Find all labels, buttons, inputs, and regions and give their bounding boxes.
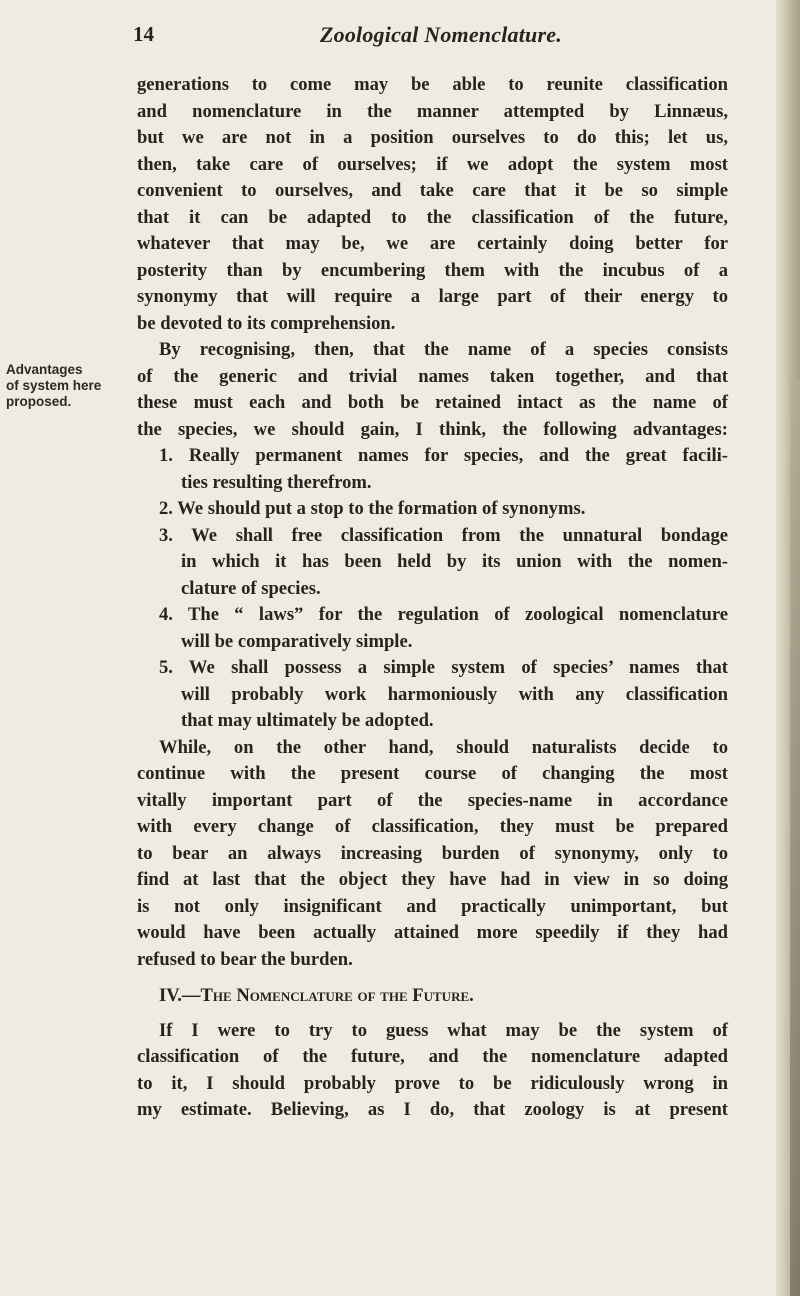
list-item-line: will be comparatively simple. (181, 630, 413, 652)
section-heading: IV.—The Nomenclature of the Future. (159, 985, 474, 1006)
margin-note-line: Advantages (6, 362, 83, 377)
text-line: that it can be adapted to the classification of the future, (137, 206, 728, 228)
text-line: of the generic and trivial names taken together, and that (137, 365, 728, 387)
margin-note (6, 362, 116, 410)
text-line: While, on the other hand, should naturalists decide to (159, 736, 728, 758)
text-line: to it, I should probably prove to be ridiculously wrong in (137, 1072, 728, 1094)
text-line: my estimate. Believing, as I do, that zoology is at present (137, 1099, 728, 1120)
text-line: continue with the present course of changing the most (137, 763, 728, 784)
list-item-line: 3. We shall free classification from the unnatural bondage (159, 524, 728, 546)
text-line: refused to bear the burden. (137, 948, 353, 970)
text-line: vitally important part of the species-name in accordance (137, 789, 728, 811)
text-line: whatever that may be, we are certainly doing better for (137, 233, 728, 254)
list-item-line: will probably work harmoniously with any classification (181, 683, 728, 705)
list-item-line: clature of species. (181, 577, 321, 599)
running-title: Zoological Nomenclature. (320, 22, 562, 47)
list-item-line: 4. The “ laws” for the regulation of zoological nomenclature (159, 604, 728, 625)
page-number: 14 (133, 22, 154, 46)
text-line: be devoted to its comprehension. (137, 312, 396, 334)
text-line: would have been actually attained more speedily if they had (137, 922, 728, 943)
text-line: but we are not in a position ourselves to do this; let us, (137, 127, 728, 148)
text-line: these must each and both be retained intact as the name of (137, 392, 728, 413)
page-edge-darkening (790, 380, 800, 1296)
list-item-line: 2. We should put a stop to the formation of synonyms. (159, 498, 586, 519)
text-line: is not only insignificant and practically unimportant, but (137, 895, 728, 917)
text-line: then, take care of ourselves; if we adopt the system most (137, 153, 728, 175)
list-item-line: in which it has been held by its union with the nomen- (181, 551, 728, 572)
text-line: By recognising, then, that the name of a species consists (159, 339, 728, 360)
list-item-line: ties resulting therefrom. (181, 471, 372, 493)
text-line: convenient to ourselves, and take care that it be so simple (137, 180, 728, 201)
text-line: to bear an always increasing burden of synonymy, only to (137, 842, 728, 864)
list-item-line: that may ultimately be adopted. (181, 710, 434, 731)
section-spacer (137, 1010, 728, 1018)
margin-note-line: of system here (6, 378, 102, 393)
text-line: the species, we should gain, I think, the following advantages: (137, 418, 728, 440)
list-item-line: 5. We shall possess a simple system of species’ names that (159, 657, 728, 678)
text-line: find at last that the object they have had in view in so doing (137, 869, 728, 890)
text-line: with every change of classification, they must be prepared (137, 816, 728, 837)
text-line: generations to come may be able to reunite classification (137, 74, 728, 95)
text-line: classification of the future, and the nomenclature adapted (137, 1046, 728, 1067)
text-line: synonymy that will require a large part of their energy to (137, 286, 728, 307)
text-line: and nomenclature in the manner attempted by Linnæus, (137, 100, 728, 122)
body-text (137, 72, 728, 1124)
section-spacer (137, 973, 728, 983)
running-head (0, 22, 760, 52)
margin-note-line: proposed. (6, 394, 72, 409)
list-item-line: 1. Really permanent names for species, and the great facili- (159, 445, 728, 466)
text-line: If I were to try to guess what may be the system of (159, 1019, 728, 1041)
text-line: posterity than by encumbering them with the incubus of a (137, 259, 728, 281)
